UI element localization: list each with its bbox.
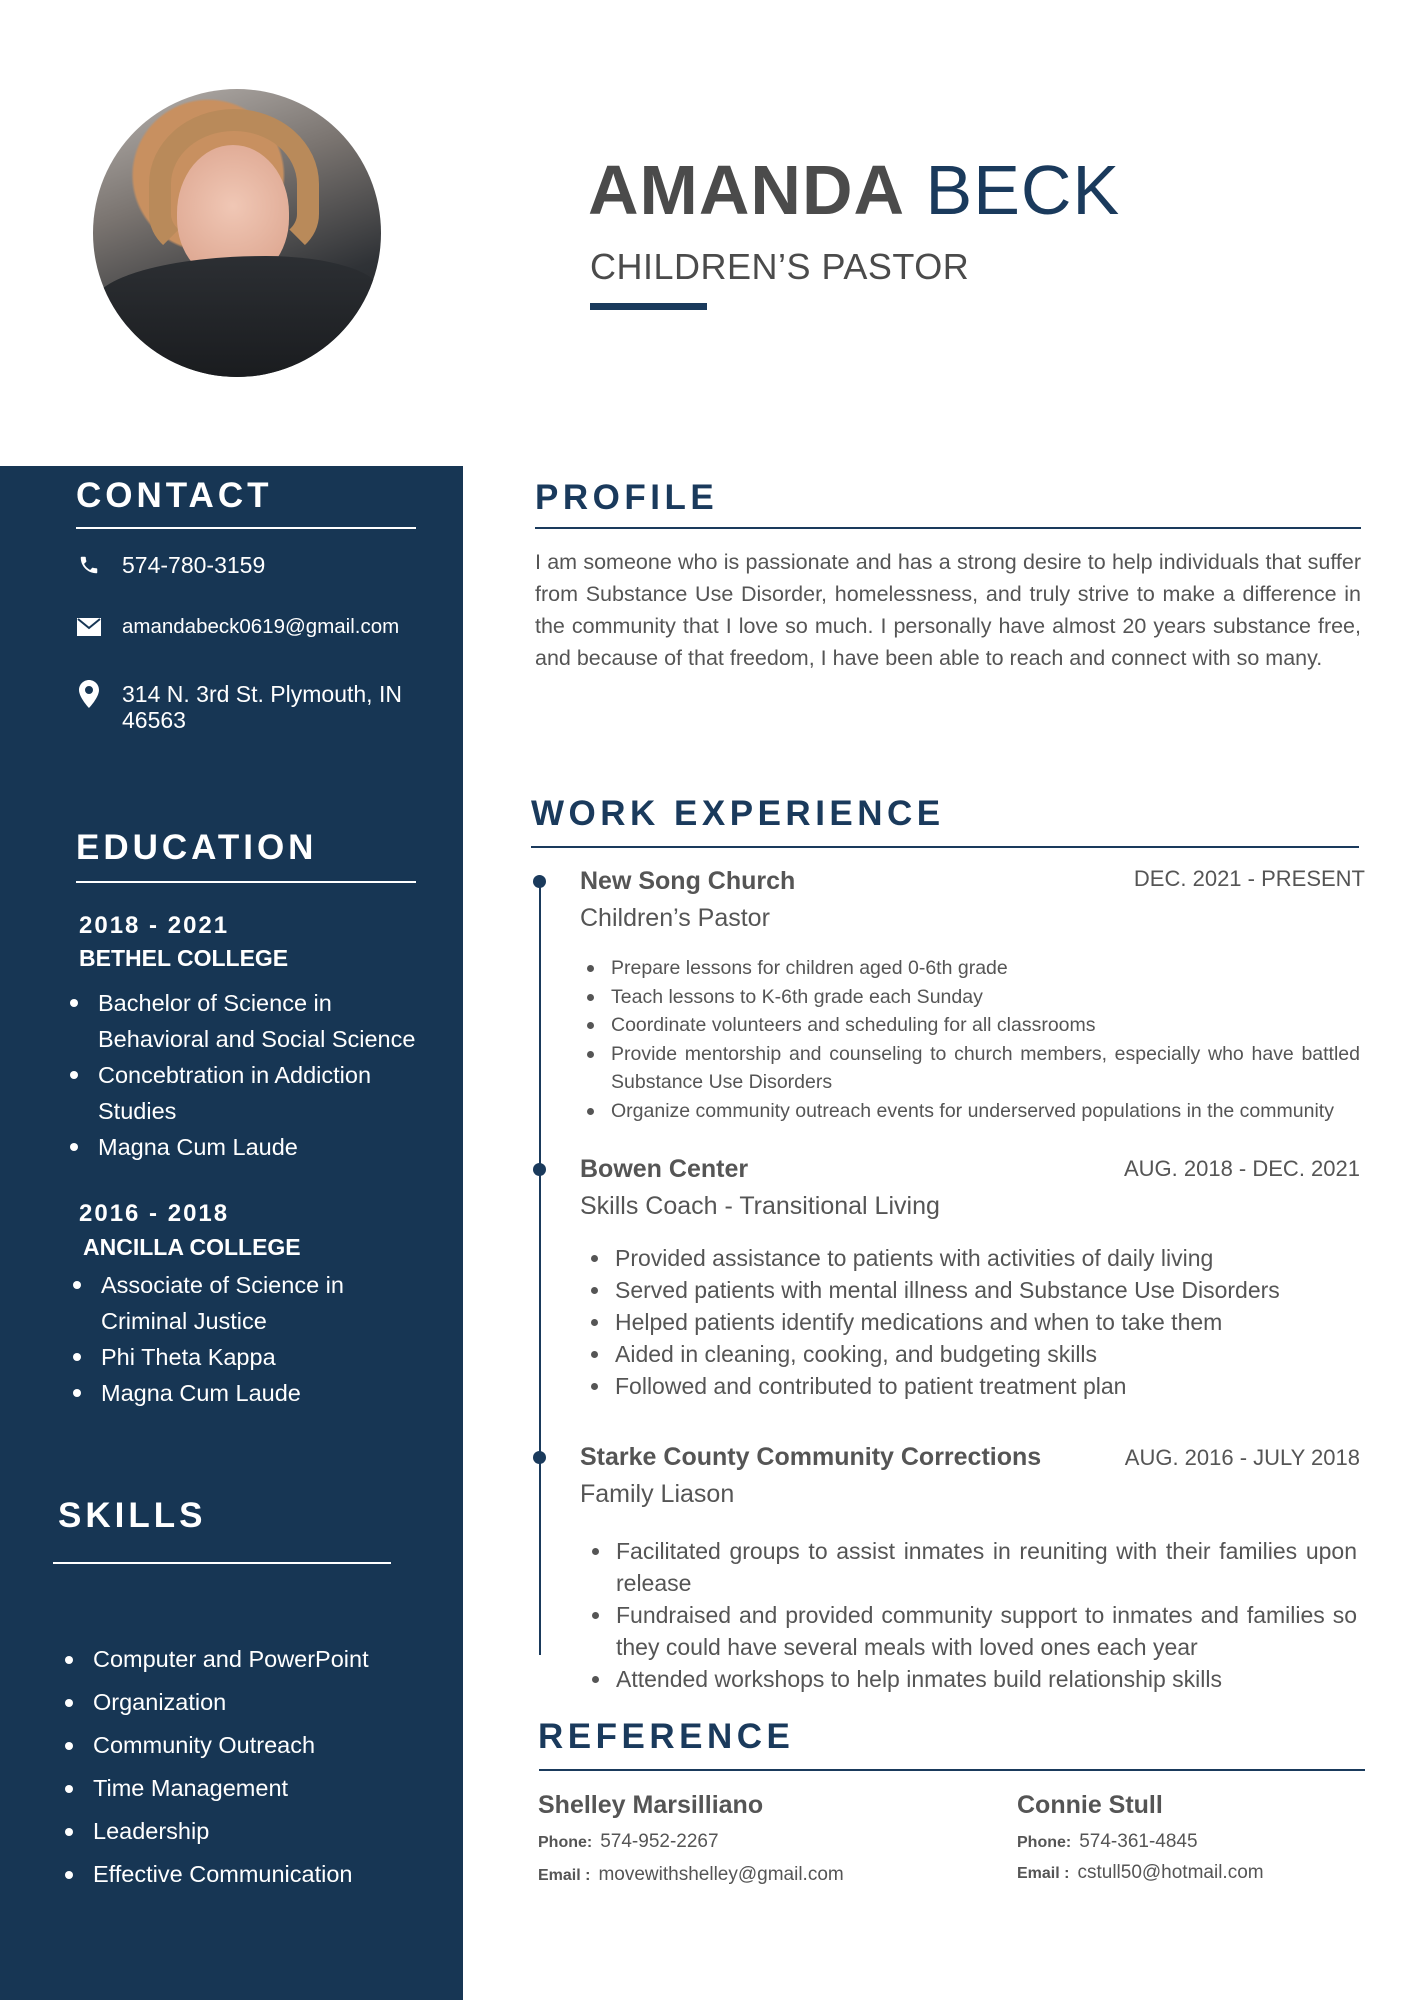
edu-school-1: BETHEL COLLEGE [79,945,289,971]
edu-item-continued: Studies [98,1098,177,1124]
email-label: Email : [1017,1865,1070,1882]
address-text [122,681,402,733]
reference-email-value[interactable]: cstull50@hotmail.com [1077,1862,1264,1883]
job-bullet: Attended workshops to help inmates build relationship skills [588,1663,1357,1695]
reference-phone-value[interactable]: 574-361-4845 [1079,1831,1198,1852]
edu-item: Concebtration in Addiction [68,1057,428,1093]
job-bullet: Provided assistance to patients with activities of daily living [587,1242,1357,1274]
reference-name: Shelley Marsilliano [538,1791,764,1819]
address-line-1: 314 N. 3rd St. Plymouth, IN [122,681,402,707]
phone-label: Phone: [1017,1834,1072,1851]
edu-list-2 [71,1267,431,1411]
job-company: Starke County Community Corrections [580,1443,1042,1471]
edu-item: Phi Theta Kappa [71,1339,431,1375]
skill-item: Computer and PowerPoint [63,1638,453,1681]
first-name: AMANDA [588,151,906,229]
full-name [588,150,1120,230]
skills-rule [53,1562,391,1564]
job-bullets [587,1242,1357,1402]
reference-email-value[interactable]: movewithshelley@gmail.com [598,1864,844,1885]
job-company: Bowen Center [580,1155,749,1183]
job-bullet: Followed and contributed to patient treatment plan [587,1370,1357,1402]
timeline-line [539,880,541,1655]
timeline-dot [533,1451,546,1464]
email-label: Email : [538,1867,591,1884]
contact-rule [76,527,416,529]
job-company: New Song Church [580,867,796,895]
education-rule [76,881,416,883]
job-bullet: Facilitated groups to assist inmates in reuniting with their families upon release [588,1535,1357,1599]
reference-rule [539,1769,1365,1771]
job-bullet: Fundraised and provided community support to inmates and families so they could have several meals with loved ones each year [588,1599,1357,1663]
timeline-dot [533,875,546,888]
work-heading: WORK EXPERIENCE [531,794,945,833]
reference-phone-value[interactable]: 574-952-2267 [600,1831,719,1852]
skill-item: Leadership [63,1810,453,1853]
edu-list-1 [68,985,428,1165]
job-bullet: Aided in cleaning, cooking, and budgeting skills [587,1338,1357,1370]
skills-list [63,1638,453,1896]
job-date: AUG. 2016 - JULY 2018 [1124,1445,1360,1470]
edu-item: Bachelor of Science in [68,985,428,1021]
job-bullets [583,954,1360,1125]
education-heading: EDUCATION [76,828,318,867]
contact-phone [76,552,265,578]
title-underline [590,303,707,310]
location-pin-icon [76,681,102,707]
reference-phone [1017,1831,1198,1853]
reference-phone [538,1831,719,1853]
edu-item-continued: Criminal Justice [101,1308,267,1334]
profile-text: I am someone who is passionate and has a strong desire to help individuals that suffer from Substance Use Disorder, homelessness, and truly strive to make a difference in the community that I love so much. I personally have almost 20 years substance free, and because of that freedom, I have been able to reach and connect with so many. [535,550,1361,670]
profile-heading: PROFILE [535,478,719,517]
edu-item-continued: Behavioral and Social Science [98,1026,416,1052]
job-bullets [588,1535,1357,1695]
edu-school-2: ANCILLA COLLEGE [83,1234,301,1260]
edu-years-1: 2018 - 2021 [79,912,230,939]
job-title: CHILDREN’S PASTOR [590,246,970,287]
email-address[interactable]: amandabeck0619@gmail.com [122,615,400,638]
reference-heading: REFERENCE [538,1717,795,1756]
job-bullet: Provide mentorship and counseling to church members, especially who have battled Substance Use Disorders [583,1040,1360,1097]
sidebar [0,466,463,2000]
job-role: Children’s Pastor [580,904,770,932]
job-bullet: Helped patients identify medications and when to take them [587,1306,1357,1338]
envelope-icon [76,614,102,640]
reference-email [1017,1862,1264,1884]
job-date: DEC. 2021 - PRESENT [1133,866,1365,891]
reference-name: Connie Stull [1017,1791,1163,1819]
edu-item: Associate of Science in [71,1267,431,1303]
address-line-2: 46563 [122,707,186,733]
skill-item: Organization [63,1681,453,1724]
skill-item: Time Management [63,1767,453,1810]
job-bullet: Prepare lessons for children aged 0-6th grade [583,954,1360,983]
reference-email [538,1864,844,1886]
edu-item: Magna Cum Laude [71,1375,431,1411]
job-bullet: Organize community outreach events for underserved populations in the community [583,1097,1360,1126]
phone-number[interactable]: 574-780-3159 [122,552,266,578]
last-name: BECK [925,151,1121,229]
skill-item: Effective Communication [63,1853,453,1896]
job-bullet: Teach lessons to K-6th grade each Sunday [583,983,1360,1012]
photo-jacket [93,256,381,377]
contact-email [76,614,399,640]
edu-item: Magna Cum Laude [68,1129,428,1165]
skills-heading: SKILLS [58,1496,207,1535]
phone-label: Phone: [538,1834,593,1851]
job-bullet: Served patients with mental illness and Substance Use Disorders [587,1274,1357,1306]
timeline-dot [533,1163,546,1176]
work-rule [531,846,1359,848]
job-role: Skills Coach - Transitional Living [580,1192,940,1220]
profile-rule [535,527,1361,529]
edu-years-2: 2016 - 2018 [79,1200,230,1227]
contact-address [76,681,402,733]
phone-icon [76,552,102,578]
job-bullet: Coordinate volunteers and scheduling for all classrooms [583,1011,1360,1040]
skill-item: Community Outreach [63,1724,453,1767]
profile-photo [93,89,381,377]
job-role: Family Liason [580,1480,735,1508]
contact-heading: CONTACT [76,476,273,515]
job-date: AUG. 2018 - DEC. 2021 [1123,1156,1360,1181]
